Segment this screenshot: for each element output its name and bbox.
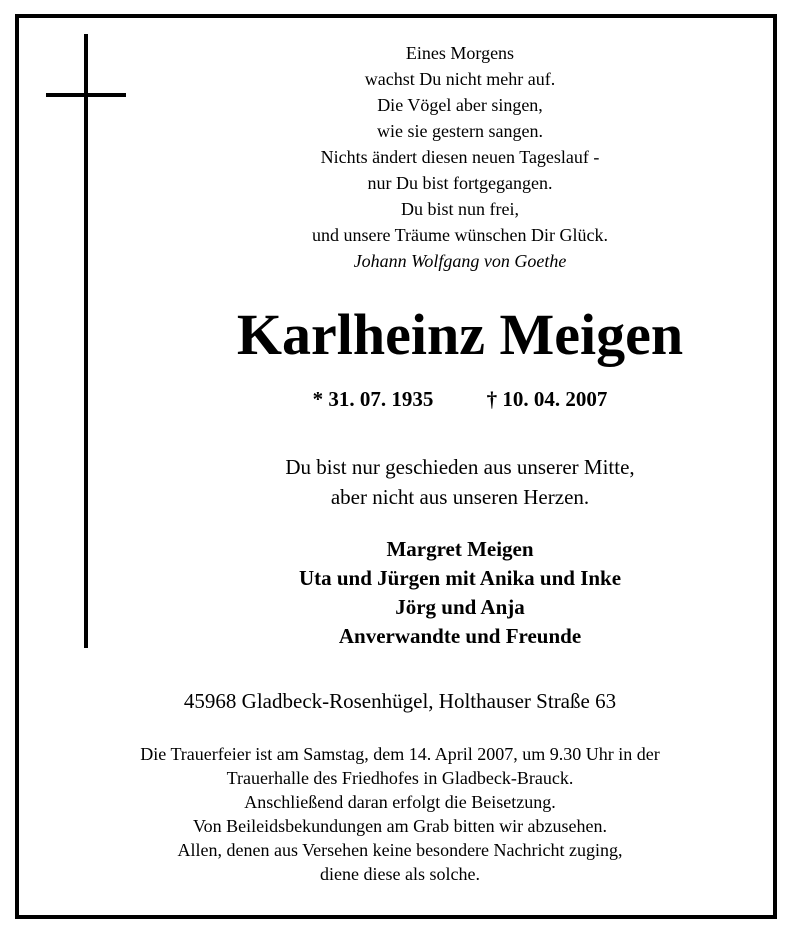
quote-line: Du bist nur geschieden aus unserer Mitte, [285, 455, 635, 479]
poem [200, 40, 720, 274]
poem-line: wie sie gestern sangen. [377, 121, 543, 141]
poem-line: und unsere Träume wünschen Dir Glück. [312, 225, 608, 245]
birth-date: * 31. 07. 1935 [312, 387, 434, 411]
service-line: Trauerhalle des Friedhofes in Gladbeck-Brauck. [226, 768, 574, 788]
service-line: Allen, denen aus Versehen keine besondere Nachricht zuging, [177, 840, 623, 860]
mourner: Uta und Jürgen mit Anika und Inke [298, 566, 622, 590]
poem-line: Eines Morgens [405, 43, 515, 63]
service-line: Die Trauerfeier ist am Samstag, dem 14. April 2007, um 9.30 Uhr in der [140, 744, 660, 764]
death-date: † 10. 04. 2007 [486, 387, 608, 411]
poem-line: Die Vögel aber singen, [377, 95, 543, 115]
mourner: Anverwandte und Freunde [338, 624, 582, 648]
memorial-quote [180, 452, 740, 512]
mourner: Margret Meigen [386, 537, 534, 561]
service-line: Von Beileidsbekundungen am Grab bitten wir abzusehen. [192, 816, 608, 836]
cross-icon-bar [46, 93, 126, 97]
poem-author: Johann Wolfgang von Goethe [353, 251, 567, 271]
mourner: Jörg und Anja [395, 595, 525, 619]
poem-line: wachst Du nicht mehr auf. [364, 69, 556, 89]
deceased-name: Karlheinz Meigen [236, 302, 684, 367]
poem-line: Nichts ändert diesen neuen Tageslauf - [320, 147, 600, 167]
poem-line: Du bist nun frei, [401, 199, 519, 219]
service-details [30, 742, 770, 886]
family-address: 45968 Gladbeck-Rosenhügel, Holthauser Straße 63 [183, 689, 617, 713]
service-line: diene diese als solche. [320, 864, 480, 884]
service-line: Anschließend daran erfolgt die Beisetzung. [244, 792, 556, 812]
poem-line: nur Du bist fortgegangen. [367, 173, 553, 193]
mourners-list [180, 535, 740, 651]
life-dates [200, 384, 720, 414]
cross-icon [84, 34, 88, 648]
quote-line: aber nicht aus unseren Herzen. [330, 485, 590, 509]
